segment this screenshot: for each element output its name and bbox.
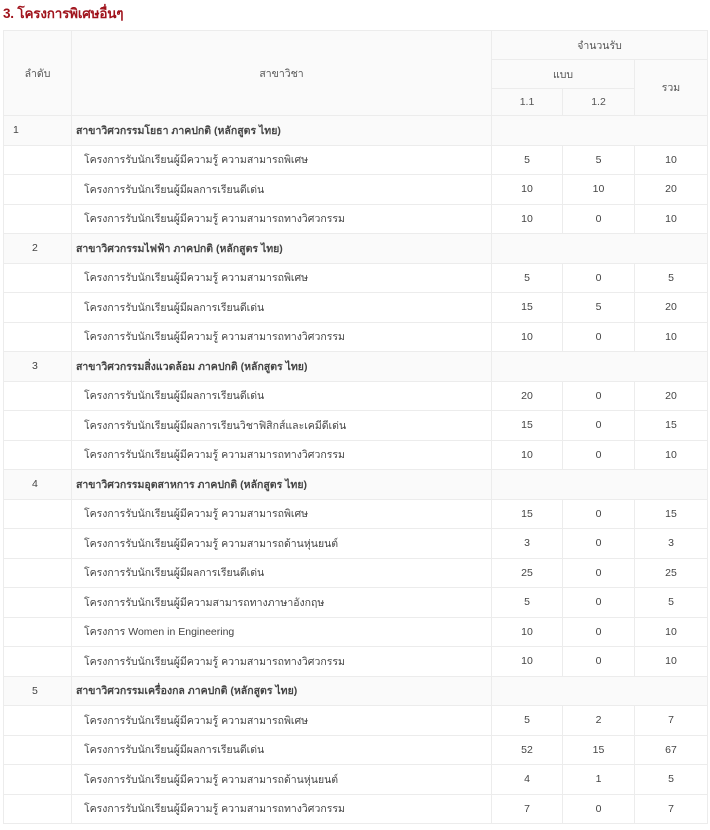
quota-type-1-2: 0 [563, 440, 635, 470]
quota-type-1-1: 15 [492, 499, 563, 529]
header-type-1-2: 1.2 [563, 89, 635, 116]
quota-type-1-2: 0 [563, 204, 635, 234]
program-name: โครงการรับนักเรียนผู้มีความรู้ ความสามารถพิเศษ [72, 145, 492, 175]
major-number: 1 [4, 116, 72, 146]
major-number: 2 [4, 234, 72, 264]
header-no: ลำดับ [4, 31, 72, 116]
program-row [4, 706, 708, 736]
major-name: สาขาวิศวกรรมโยธา ภาคปกติ (หลักสูตร ไทย) [72, 116, 492, 146]
quota-type-1-1: 15 [492, 293, 563, 323]
major-number: 3 [4, 352, 72, 382]
major-empty-cell [492, 116, 708, 146]
quota-total: 7 [635, 794, 708, 824]
major-row [4, 116, 708, 146]
header-quota: จำนวนรับ [492, 31, 708, 60]
program-row [4, 440, 708, 470]
quota-type-1-2: 0 [563, 263, 635, 293]
program-name: โครงการรับนักเรียนผู้มีความรู้ ความสามารถด้านหุ่นยนต์ [72, 529, 492, 559]
quota-type-1-1: 15 [492, 411, 563, 441]
table-header [4, 31, 708, 116]
program-row [4, 263, 708, 293]
program-name: โครงการรับนักเรียนผู้มีความรู้ ความสามารถด้านหุ่นยนต์ [72, 765, 492, 795]
program-no-cell [4, 588, 72, 618]
quota-type-1-2: 0 [563, 794, 635, 824]
quota-total: 20 [635, 381, 708, 411]
program-no-cell [4, 617, 72, 647]
program-row [4, 617, 708, 647]
quota-type-1-2: 0 [563, 588, 635, 618]
program-no-cell [4, 293, 72, 323]
program-row [4, 558, 708, 588]
major-name: สาขาวิศวกรรมอุตสาหการ ภาคปกติ (หลักสูตร ไทย) [72, 470, 492, 500]
quota-total: 10 [635, 322, 708, 352]
program-no-cell [4, 322, 72, 352]
quota-type-1-1: 7 [492, 794, 563, 824]
quota-total: 10 [635, 647, 708, 677]
program-name: โครงการรับนักเรียนผู้มีผลการเรียนดีเด่น [72, 381, 492, 411]
quota-total: 3 [635, 529, 708, 559]
quota-total: 15 [635, 499, 708, 529]
quota-type-1-2: 5 [563, 293, 635, 323]
program-name: โครงการรับนักเรียนผู้มีผลการเรียนดีเด่น [72, 558, 492, 588]
program-no-cell [4, 794, 72, 824]
program-row [4, 794, 708, 824]
quota-type-1-2: 0 [563, 322, 635, 352]
program-no-cell [4, 145, 72, 175]
quota-total: 7 [635, 706, 708, 736]
quota-total: 20 [635, 293, 708, 323]
program-row [4, 204, 708, 234]
program-no-cell [4, 735, 72, 765]
quota-type-1-2: 15 [563, 735, 635, 765]
program-name: โครงการรับนักเรียนผู้มีความรู้ ความสามารถทางวิศวกรรม [72, 647, 492, 677]
program-row [4, 175, 708, 205]
program-no-cell [4, 529, 72, 559]
quota-total: 25 [635, 558, 708, 588]
program-row [4, 588, 708, 618]
quota-total: 10 [635, 617, 708, 647]
major-empty-cell [492, 352, 708, 382]
program-name: โครงการรับนักเรียนผู้มีผลการเรียนดีเด่น [72, 293, 492, 323]
major-row [4, 470, 708, 500]
program-name: โครงการรับนักเรียนผู้มีผลการเรียนวิชาฟิสิกส์และเคมีดีเด่น [72, 411, 492, 441]
quota-type-1-1: 10 [492, 175, 563, 205]
program-name: โครงการรับนักเรียนผู้มีความรู้ ความสามารถทางวิศวกรรม [72, 440, 492, 470]
program-name: โครงการรับนักเรียนผู้มีความรู้ ความสามารถทางวิศวกรรม [72, 204, 492, 234]
quota-type-1-1: 52 [492, 735, 563, 765]
admission-quota-table [3, 30, 708, 824]
quota-type-1-2: 10 [563, 175, 635, 205]
quota-type-1-1: 10 [492, 617, 563, 647]
major-empty-cell [492, 234, 708, 264]
program-name: โครงการ Women in Engineering [72, 617, 492, 647]
quota-type-1-1: 10 [492, 647, 563, 677]
quota-total: 5 [635, 263, 708, 293]
program-no-cell [4, 263, 72, 293]
header-type-1-1: 1.1 [492, 89, 563, 116]
quota-type-1-1: 10 [492, 322, 563, 352]
program-name: โครงการรับนักเรียนผู้มีผลการเรียนดีเด่น [72, 735, 492, 765]
quota-total: 5 [635, 588, 708, 618]
quota-type-1-2: 0 [563, 499, 635, 529]
program-name: โครงการรับนักเรียนผู้มีความรู้ ความสามารถทางวิศวกรรม [72, 322, 492, 352]
quota-type-1-2: 1 [563, 765, 635, 795]
program-row [4, 381, 708, 411]
quota-type-1-1: 10 [492, 440, 563, 470]
program-no-cell [4, 411, 72, 441]
quota-type-1-2: 0 [563, 411, 635, 441]
program-name: โครงการรับนักเรียนผู้มีความสามารถทางภาษาอังกฤษ [72, 588, 492, 618]
major-name: สาขาวิศวกรรมสิ่งแวดล้อม ภาคปกติ (หลักสูตร ไทย) [72, 352, 492, 382]
program-row [4, 322, 708, 352]
quota-type-1-2: 0 [563, 381, 635, 411]
quota-type-1-1: 25 [492, 558, 563, 588]
program-name: โครงการรับนักเรียนผู้มีความรู้ ความสามารถทางวิศวกรรม [72, 794, 492, 824]
program-no-cell [4, 647, 72, 677]
quota-type-1-2: 5 [563, 145, 635, 175]
quota-total: 67 [635, 735, 708, 765]
major-number: 5 [4, 676, 72, 706]
program-name: โครงการรับนักเรียนผู้มีความรู้ ความสามารถพิเศษ [72, 706, 492, 736]
major-name: สาขาวิศวกรรมเครื่องกล ภาคปกติ (หลักสูตร ไทย) [72, 676, 492, 706]
quota-type-1-2: 0 [563, 529, 635, 559]
program-row [4, 735, 708, 765]
header-type: แบบ [492, 60, 635, 89]
quota-type-1-1: 5 [492, 145, 563, 175]
program-row [4, 499, 708, 529]
section-title: 3. โครงการพิเศษอื่นๆ [3, 6, 124, 21]
quota-type-1-1: 5 [492, 706, 563, 736]
quota-type-1-2: 2 [563, 706, 635, 736]
program-name: โครงการรับนักเรียนผู้มีผลการเรียนดีเด่น [72, 175, 492, 205]
quota-type-1-1: 20 [492, 381, 563, 411]
quota-total: 15 [635, 411, 708, 441]
program-row [4, 765, 708, 795]
program-row [4, 647, 708, 677]
quota-total: 5 [635, 765, 708, 795]
major-name: สาขาวิศวกรรมไฟฟ้า ภาคปกติ (หลักสูตร ไทย) [72, 234, 492, 264]
quota-type-1-2: 0 [563, 617, 635, 647]
program-no-cell [4, 381, 72, 411]
quota-type-1-1: 10 [492, 204, 563, 234]
major-number: 4 [4, 470, 72, 500]
quota-type-1-2: 0 [563, 558, 635, 588]
quota-type-1-1: 5 [492, 588, 563, 618]
header-total: รวม [635, 60, 708, 116]
program-row [4, 145, 708, 175]
program-no-cell [4, 175, 72, 205]
major-row [4, 352, 708, 382]
program-no-cell [4, 499, 72, 529]
program-no-cell [4, 765, 72, 795]
table-body [4, 116, 708, 824]
program-no-cell [4, 558, 72, 588]
program-row [4, 529, 708, 559]
quota-type-1-2: 0 [563, 647, 635, 677]
program-no-cell [4, 440, 72, 470]
major-row [4, 234, 708, 264]
quota-type-1-1: 3 [492, 529, 563, 559]
quota-total: 10 [635, 440, 708, 470]
program-row [4, 293, 708, 323]
program-name: โครงการรับนักเรียนผู้มีความรู้ ความสามารถพิเศษ [72, 499, 492, 529]
header-major: สาขาวิชา [72, 31, 492, 116]
quota-type-1-1: 5 [492, 263, 563, 293]
quota-total: 20 [635, 175, 708, 205]
quota-total: 10 [635, 204, 708, 234]
program-row [4, 411, 708, 441]
program-no-cell [4, 706, 72, 736]
major-empty-cell [492, 676, 708, 706]
program-no-cell [4, 204, 72, 234]
quota-type-1-1: 4 [492, 765, 563, 795]
major-empty-cell [492, 470, 708, 500]
quota-total: 10 [635, 145, 708, 175]
program-name: โครงการรับนักเรียนผู้มีความรู้ ความสามารถพิเศษ [72, 263, 492, 293]
major-row [4, 676, 708, 706]
